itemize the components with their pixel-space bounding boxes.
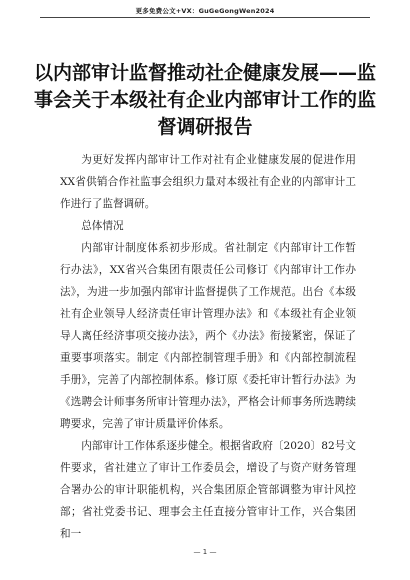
- section-heading: 总体情况: [81, 220, 124, 232]
- header-divider: [40, 17, 370, 18]
- intro-paragraph: 为更好发挥内部审计工作对社有企业健康发展的促进作用XX省供销合作社监事会组织力量对本级社有企业的内部审计工作进行了监督调研。: [60, 154, 356, 210]
- page-header: 更多免费公文+VX：GuGeGongWen2024: [135, 7, 275, 15]
- body-paragraph: 内部审计工作体系逐步健全。根据省政府〔2020〕82号文件要求，省社建立了审计工作委员会，增设了与资产财务管理合署办公的审计职能机构，兴合集团原企管部调整为审计风控部；省社党委书记、理事会主任直接分管审计工作，兴合集团和一: [60, 440, 356, 540]
- document-title: 以内部审计监督推动社企健康发展——监事会关于本级社有企业内部审计工作的监督调研报告: [34, 62, 377, 138]
- page-number: — 1 —: [193, 548, 217, 556]
- document-body: [60, 149, 356, 545]
- body-paragraph: 内部审计制度体系初步形成。省社制定《内部审计工作暂行办法》，XX省兴合集团有限责任公司修订《内部审计工作办法》，为进一步加强内部审计监督提供了工作规范。出台《本级社有企业领导人经济责任审计管理办法》和《本级社有企业领导人离任经济事项交接办法》，两个《办法》衔接紧密，保证了重要事项落实。制定《内部控制管理手册》和《内部控制流程手册》，完善了内部控制体系。修订原《委托审计暂行办法》为《选聘会计师事务所审计管理办法》，严格会计师事务所选聘续聘要求，完善了审计质量评价体系。: [60, 242, 356, 430]
